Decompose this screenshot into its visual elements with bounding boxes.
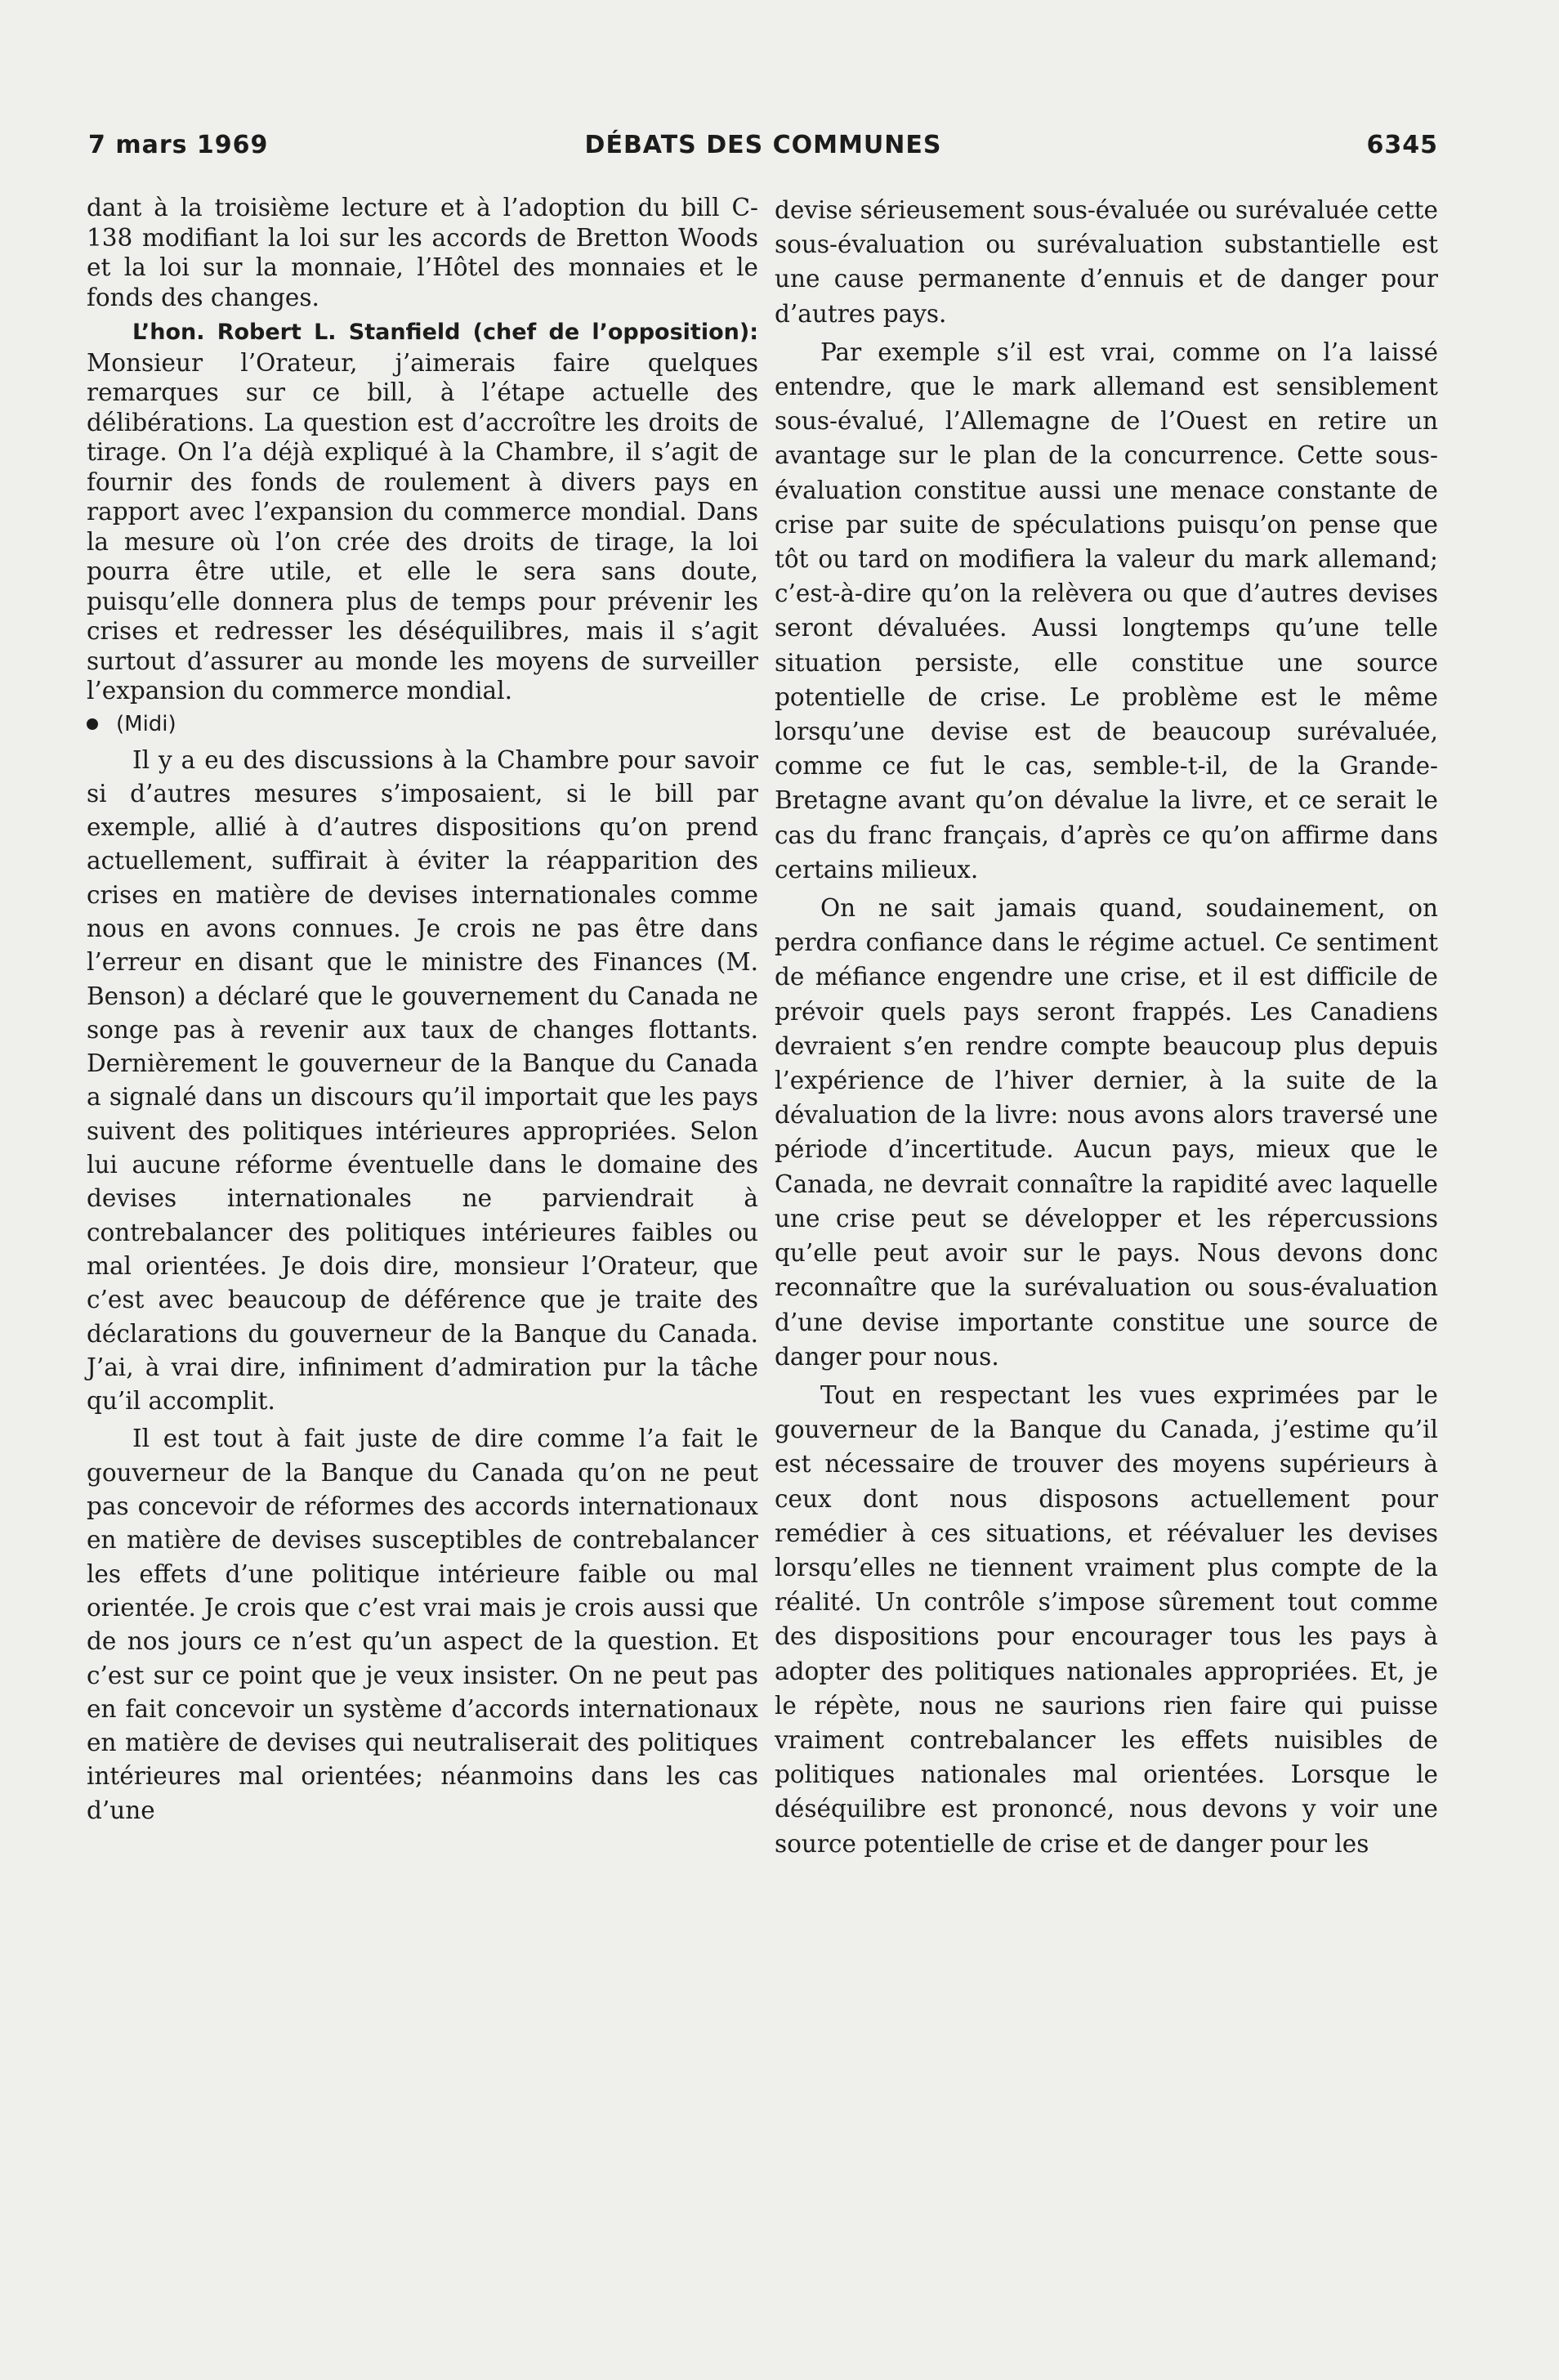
paragraph: devise sérieusement sous-évaluée ou surévaluée cette sous-évaluation ou surévaluation substantielle est une cause permanente d’ennuis et de danger pour d’autres pays.: [775, 196, 1438, 328]
header-journal-title: DÉBATS DES COMMUNES: [584, 131, 942, 159]
paragraph: Il y a eu des discussions à la Chambre pour savoir si d’autres mesures s’imposaient, si le bill par exemple, allié à d’autres dispositions qu’on prend actuellement, suffirait à éviter la réapparition des crises en matière de devises internationales comme nous en avons connues. Je crois ne pas être dans l’erreur en disant que le ministre des Finances (M. Benson) a déclaré que le gouvernement du Canada ne songe pas à revenir aux taux de changes flottants. Dernièrement le gouverneur de la Banque du Canada a signalé dans un discours qu’il importait que les pays suivent des politiques intérieures appropriées. Selon lui aucune réforme éventuelle dans le domaine des devises internationales ne parviendrait à contrebalancer des politiques intérieures faibles ou mal orientées. Je dois dire, monsieur l’Orateur, que c’est avec beaucoup de déférence que je traite des déclarations du gouverneur de la Banque du Canada. J’ai, à vrai dire, infiniment d’admiration pur la tâche qu’il accomplit.: [87, 745, 758, 1416]
page-header: [88, 124, 1438, 170]
paragraph: dant à la troisième lecture et à l’adoption du bill C-138 modifiant la loi sur les accords de Bretton Woods et la loi sur la monnaie, l’Hôtel des monnaies et le fonds des changes.: [87, 194, 758, 311]
speaker-name: L’hon. Robert L. Stanfield (chef de l’opposition):: [132, 320, 758, 345]
paragraph: Tout en respectant les vues exprimées par le gouverneur de la Banque du Canada, j’estime qu’il est nécessaire de trouver des moyens supérieurs à ceux dont nous disposons actuellement pour remédier à ces situations, et réévaluer les devises lorsqu’elles ne tiennent vraiment plus compte de la réalité. Un contrôle s’impose sûrement tout comme des dispositions pour encourager tous les pays à adopter des politiques nationales appropriées. Et, je le répète, nous ne saurions rien faire qui puisse vraiment contrebalancer les effets nuisibles de politiques nationales mal orientées. Lorsque le déséquilibre est prononcé, nous devons y voir une source potentielle de crise et de danger pour les: [775, 1380, 1438, 1858]
speech-paragraph: [87, 316, 758, 706]
time-marker: [87, 711, 758, 737]
right-column: [775, 193, 1438, 1865]
header-date: 7 mars 1969: [88, 131, 269, 159]
paragraph: Par exemple s’il est vrai, comme on l’a laissé entendre, que le mark allemand est sensiblement sous-évalué, l’Allemagne de l’Ouest en retire un avantage sur le plan de la concurrence. Cette sous-évaluation constitue aussi une menace constante de crise par suite de spéculations puisqu’on pense que tôt ou tard on modifiera la valeur du mark allemand; c’est-à-dire qu’on la relèvera ou que d’autres devises seront dévaluées. Aussi longtemps qu’une telle situation persiste, elle constitue une source potentielle de crise. Le problème est le même lorsqu’une devise est de beaucoup surévaluée, comme ce fut le cas, semble-t-il, de la Grande-Bretagne avant qu’on dévalue la livre, et ce serait le cas du franc français, d’après ce qu’on affirme dans certains milieux.: [775, 338, 1438, 884]
time-marker-label: (Midi): [116, 711, 176, 736]
paragraph: Il est tout à fait juste de dire comme l’a fait le gouverneur de la Banque du Canada qu’on ne peut pas concevoir de réformes des accords internationaux en matière de devises susceptibles de contrebalancer les effets d’une politique intérieure faible ou mal orientée. Je crois que c’est vrai mais je crois aussi que de nos jours ce n’est qu’un aspect de la question. Et c’est sur ce point que je veux insister. On ne peut pas en fait concevoir un système d’accords internationaux en matière de devises qui neutraliserait des politiques intérieures mal orientées; néanmoins dans les cas d’une: [87, 1425, 758, 1824]
left-column: [87, 193, 758, 1832]
header-page-number: 6345: [1366, 131, 1438, 159]
speech-text: Monsieur l’Orateur, j’aimerais faire quelques remarques sur ce bill, à l’étape actuelle des délibérations. La question est d’accroître les droits de tirage. On l’a déjà expliqué à la Chambre, il s’agit de fournir des fonds de roulement à divers pays en rapport avec l’expansion du commerce mondial. Dans la mesure où l’on crée des droits de tirage, la loi pourra être utile, et elle le sera sans doute, puisqu’elle donnera plus de temps pour prévenir les crises et redresser les déséquilibres, mais il s’agit surtout d’assurer au monde les moyens de surveiller l’expansion du commerce mondial.: [87, 348, 758, 705]
paragraph: On ne sait jamais quand, soudainement, on perdra confiance dans le régime actuel. Ce sentiment de méfiance engendre une crise, et il est difficile de prévoir quels pays seront frappés. Les Canadiens devraient s’en rendre compte beaucoup plus depuis l’expérience de l’hiver dernier, à la suite de la dévaluation de la livre: nous avons alors traversé une période d’incertitude. Aucun pays, mieux que le Canada, ne devrait connaître la rapidité avec laquelle une crise peut se développer et les répercussions qu’elle peut avoir sur le pays. Nous devons donc reconnaître que la surévaluation ou sous-évaluation d’une devise importante constitue une source de danger pour nous.: [775, 894, 1438, 1371]
bullet-icon: [87, 718, 98, 730]
